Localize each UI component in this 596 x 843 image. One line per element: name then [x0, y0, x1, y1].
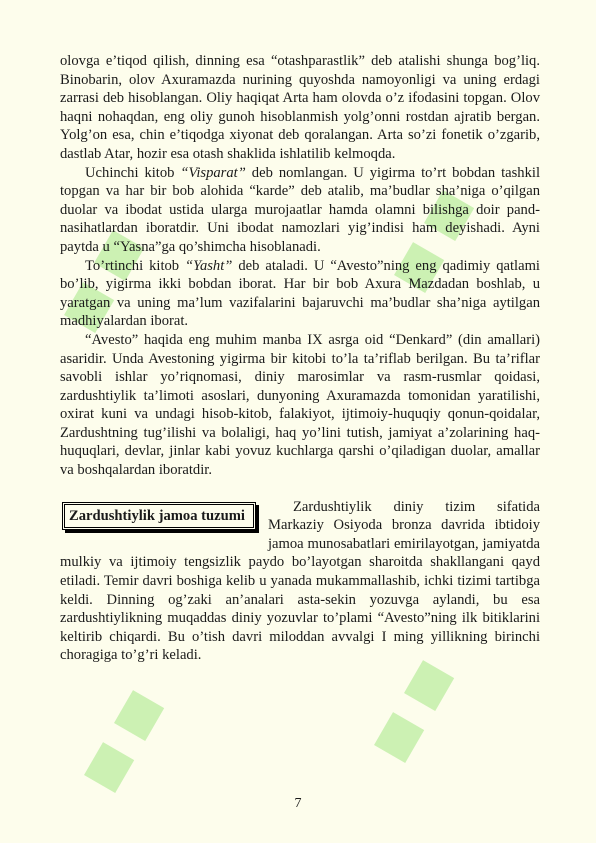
paragraph-text: To’rtinchi kitob	[85, 257, 186, 274]
top-paragraphs	[60, 52, 540, 480]
paragraph	[60, 257, 540, 331]
page-number: 7	[294, 796, 302, 811]
section-gap	[60, 480, 540, 498]
paragraph-text: deb ataladi. U “Avesto”ning eng qadimiy qatlami bo’lib, yigirma ikki bobdan iborat. Har bir bob Axura Mazdadan boshlab, u yaratgan va uning ma’lum vazifalarini bajaruvchi ma’budlar sha’niga aytilgan madhiyalardan iborat.	[60, 257, 540, 330]
book-title: “Yasht”	[185, 257, 233, 274]
paragraph-text: Uchinchi kitob	[85, 164, 181, 181]
paragraph	[60, 52, 540, 164]
section-heading: Zardushtiylik jamoa tuzumi	[62, 502, 256, 530]
book-title: “Visparat”	[180, 164, 246, 181]
paragraph-text: olovga e’tiqod qilish, dinning esa “otashparastlik” deb atalishi shunga bog’liq. Binobarin, olov Axuramazda nurining quyoshda namoyonligi va uning erdagi zarrasi deb hisoblangan. Oliy haqiqat Arta ham olovda o’z ifodasini topgan. Olov haqni nohaqdan, eng oliy gunoh hisoblanmish yolg’onni rostdan ajratib bergan. Yolg’on esa, chin e’tiqodga xiyonat deb qoralangan. Arta so’zi fonetik o’zgarib, dastlab Atar, hozir esa otash shaklida ishlatilib kelmoqda.	[60, 53, 540, 162]
paragraph-text: deb nomlangan. U yigirma to’rt bobdan tashkil topgan va har bir bob alohida “karde” deb atalib, ma’budlar sha’niga o’qilgan duolar va ibodat ustida ularga murojaatlar hamda olamni bilishga doir pand-nasihatlardan iboratdir. Uni ibodat namozlari yig’indisi ham deyishadi. Ayni paytda u “Yasna”ga qo’shimcha hisoblanadi.	[60, 164, 540, 255]
paragraph-text: “Avesto” haqida eng muhim manba IX asrga oid “Denkard” (din amallari) asaridir. Unda Avestoning yigirma bir kitobi to’la ta’riflab berilgan. Bu ta’riflar savobli ishlar yo’riqnomasi, diniy marosimlar va rasm-rusmlar qoidasi, zardushtiylik ta’limoti asoslari, dunyoning Axuramazda tomonidan yaratilishi, oxirat kuni va undagi hisob-kitob, falakiyot, ijtimoiy-huquqiy qonun-qoidalar, Zardushtning tug’ilishi va bolaligi, haq yo’lini tutish, jamiyat a’zolarining haq-huquqlari, devlar, jinlar kabi yovuz kuchlarga qarshi o’qiladigan duolar, amallar va boshqalardan iboratdir.	[60, 331, 540, 479]
section-paragraph: Zardushtiylik diniy tizim sifatida Markaziy Osiyoda bronza davrida ibtidoiy jamoa munosabatlari emirilayotgan, jamiyatda mulkiy va ijtimoiy tengsizlik paydo bo’layotgan sharoitda shakllangani qayd etiladi. Temir davri boshiga kelib u yanada mukammallashib, ichki tizimi tartibga keldi. Dinning og’zaki an’analari asta-sekin yozuvga aylandi, bu esa zardushtiylikning muqaddas diniy yozuvlar to’plami “Avesto”ning ilk bitiklarini keltirib chiqardi. Bu o’tish davri miloddan avvalgi I ming yillikning birinchi choragiga to’g’ri keladi.	[60, 498, 540, 664]
paragraph	[60, 331, 540, 480]
paragraph	[60, 164, 540, 257]
body-text	[60, 52, 540, 665]
